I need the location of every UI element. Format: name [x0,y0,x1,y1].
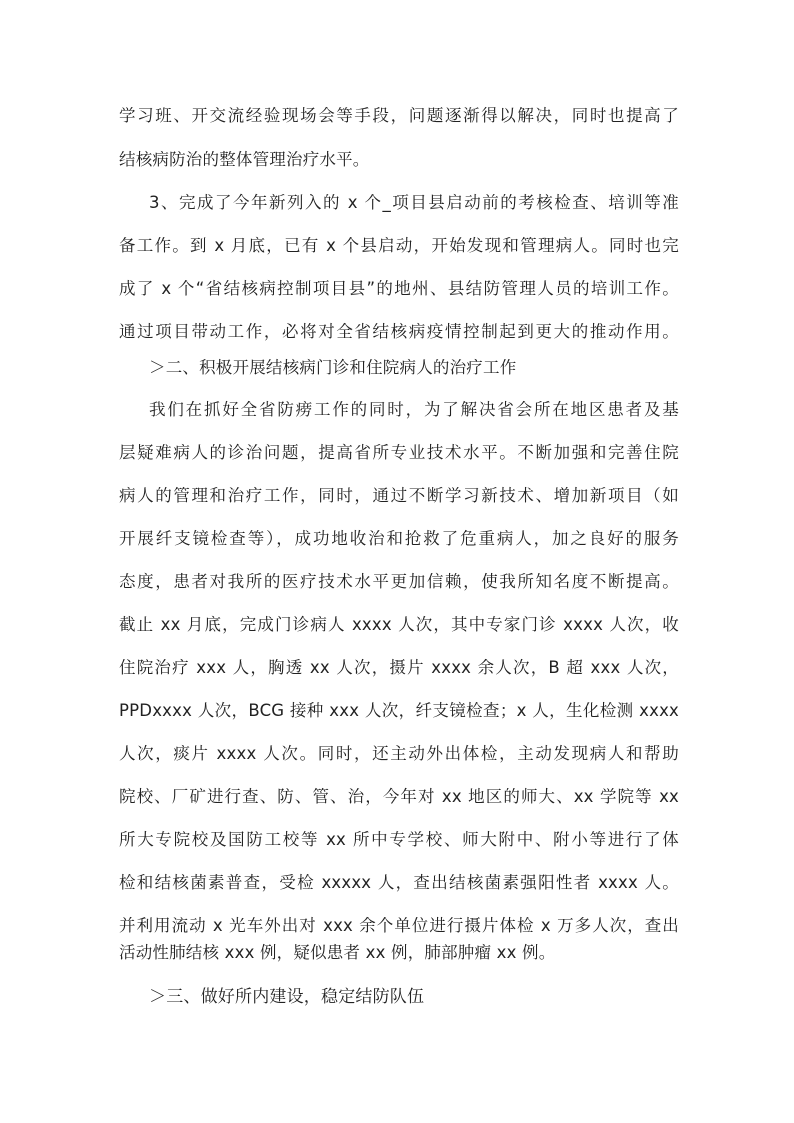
paragraph-line: 住院治疗 xxx 人，胸透 xx 人次，摄片 xxxx 余人次，B 超 xxx 人次， [119,658,679,677]
paragraph-line: 备工作。到 x 月底，已有 x 个县启动，开始发现和管理病人。同时也完 [119,236,679,255]
paragraph-line: 成了 x 个“省结核病控制项目县”的地州、县结防管理人员的培训工作。 [119,279,679,298]
paragraph-line: 3、完成了今年新列入的 x 个_项目县启动前的考核检查、培训等准 [149,193,679,212]
paragraph-line: 检和结核菌素普查，受检 xxxxx 人，查出结核菌素强阳性者 xxxx 人。 [119,873,679,892]
section-heading: ＞三、做好所内建设，稳定结防队伍 [149,987,425,1007]
paragraph-line: 开展纤支镜检查等），成功地收治和抢救了危重病人，加之良好的服务 [119,529,679,548]
paragraph-line: 我们在抓好全省防痨工作的同时，为了解决省会所在地区患者及基 [149,400,679,419]
paragraph-line: 学习班、开交流经验现场会等手段，问题逐渐得以解决，同时也提高了 [119,106,679,125]
paragraph-line: 并利用流动 x 光车外出对 xxx 余个单位进行摄片体检 x 万多人次，查出 [119,916,679,935]
section-heading: ＞二、积极开展结核病门诊和住院病人的治疗工作 [149,358,517,377]
paragraph-line: 院校、厂矿进行查、防、管、治，今年对 xx 地区的师大、xx 学院等 xx [119,787,679,806]
paragraph-line: 活动性肺结核 xxx 例，疑似患者 xx 例，肺部肿瘤 xx 例。 [119,943,556,962]
paragraph-line: 通过项目带动工作，必将对全省结核病疫情控制起到更大的推动作用。 [119,322,679,341]
paragraph-line: 态度，患者对我所的医疗技术水平更加信赖，使我所知名度不断提高。 [119,572,679,591]
paragraph-line: 截止 xx 月底，完成门诊病人 xxxx 人次，其中专家门诊 xxxx 人次，收 [119,615,679,634]
paragraph-line: PPDxxxx 人次，BCG 接种 xxx 人次，纤支镜检查；x 人，生化检测 xxxx [119,701,679,720]
paragraph-line: 人次，痰片 xxxx 人次。同时，还主动外出体检，主动发现病人和帮助 [119,744,679,763]
paragraph-line: 所大专院校及国防工校等 xx 所中专学校、师大附中、附小等进行了体 [119,830,679,849]
paragraph-line: 结核病防治的整体管理治疗水平。 [119,150,370,169]
paragraph-line: 层疑难病人的诊治问题，提高省所专业技术水平。不断加强和完善住院 [119,443,679,462]
paragraph-line: 病人的管理和治疗工作，同时，通过不断学习新技术、增加新项目（如 [119,486,679,505]
